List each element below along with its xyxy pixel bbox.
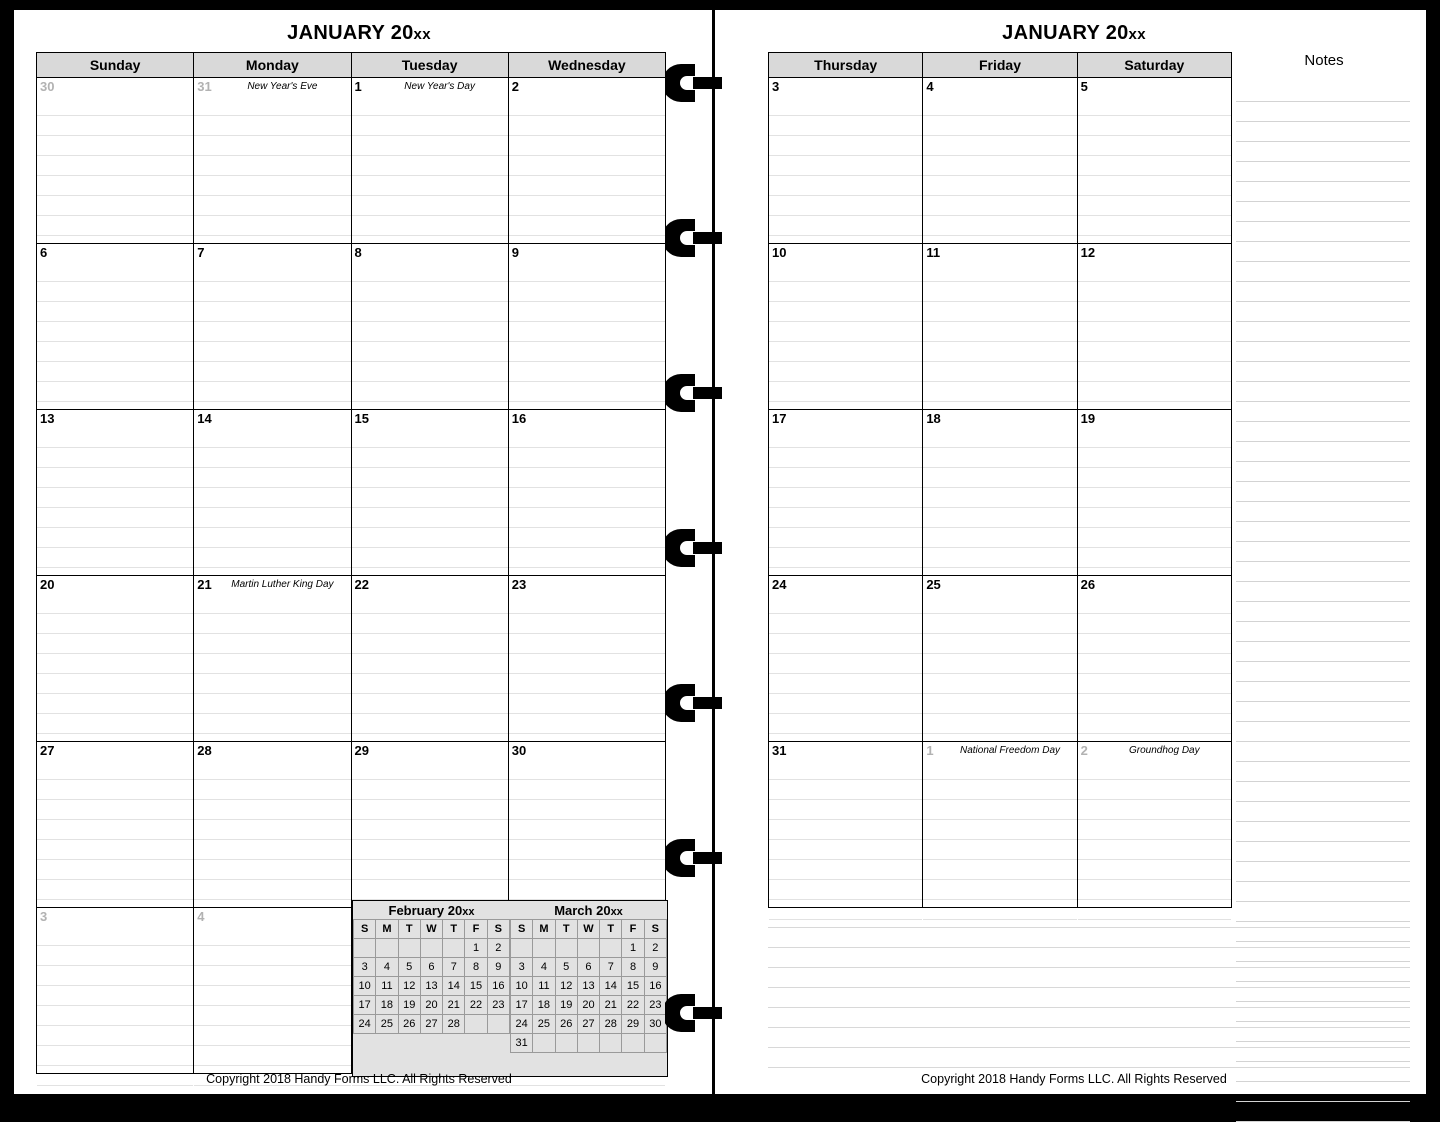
- calendar-day-cell[interactable]: [769, 742, 923, 908]
- calendar-day-cell[interactable]: [923, 78, 1077, 244]
- calendar-day-cell[interactable]: [194, 576, 351, 742]
- mini-month-grid: [510, 919, 667, 1053]
- calendar-day-cell[interactable]: [769, 244, 923, 410]
- mini-day-cell[interactable]: 26: [555, 1015, 577, 1034]
- mini-day-cell[interactable]: [600, 939, 622, 958]
- mini-day-cell[interactable]: 28: [443, 1015, 465, 1034]
- mini-day-cell[interactable]: 4: [533, 958, 555, 977]
- mini-month-week-row: [354, 996, 510, 1015]
- mini-day-cell[interactable]: [555, 1034, 577, 1053]
- day-number: 24: [772, 577, 787, 592]
- day-number: 2: [511, 79, 519, 94]
- calendar-week-row: [769, 576, 1232, 742]
- mini-day-cell[interactable]: 12: [398, 977, 420, 996]
- right-weekday-header-row: [769, 53, 1232, 78]
- mini-dow-header: T: [600, 920, 622, 939]
- calendar-day-cell[interactable]: [351, 742, 508, 908]
- left-page: [14, 10, 704, 1094]
- mini-day-cell[interactable]: [398, 939, 420, 958]
- mini-day-cell[interactable]: 12: [555, 977, 577, 996]
- day-number: 1: [354, 79, 362, 94]
- mini-day-cell[interactable]: 27: [577, 1015, 599, 1034]
- day-cell-rules: [194, 96, 350, 243]
- day-number: 19: [1080, 411, 1096, 426]
- day-number: 30: [40, 79, 55, 94]
- day-number: 28: [197, 743, 212, 758]
- mini-day-cell[interactable]: 26: [398, 1015, 420, 1034]
- calendar-day-cell[interactable]: [351, 244, 508, 410]
- calendar-day-cell[interactable]: [923, 410, 1077, 576]
- holiday-label: New Year's Eve: [247, 81, 318, 92]
- mini-day-cell[interactable]: [487, 1015, 509, 1034]
- mini-day-cell[interactable]: 30: [644, 1015, 666, 1034]
- mini-day-cell[interactable]: 20: [577, 996, 599, 1015]
- notes-heading: Notes: [1304, 52, 1344, 69]
- mini-month-title: [510, 901, 667, 919]
- mini-day-cell[interactable]: [577, 939, 599, 958]
- day-cell-rules: [194, 926, 350, 1073]
- holiday-label: Groundhog Day: [1129, 745, 1200, 756]
- mini-day-cell[interactable]: 17: [511, 996, 533, 1015]
- column-header-friday: Friday: [923, 53, 1077, 78]
- day-number: 23: [511, 577, 527, 592]
- mini-month-week-row: [354, 958, 510, 977]
- day-cell-rules: [769, 96, 922, 243]
- mini-day-cell[interactable]: 1: [622, 939, 644, 958]
- calendar-day-cell[interactable]: [508, 576, 665, 742]
- mini-month-dow-row: [354, 920, 510, 939]
- mini-month-week-row: [511, 1015, 667, 1034]
- day-number: 29: [354, 743, 369, 758]
- mini-dow-header: T: [443, 920, 465, 939]
- mini-day-cell[interactable]: [354, 939, 376, 958]
- mini-month-week-row: [354, 939, 510, 958]
- day-cell-rules: [769, 760, 922, 907]
- day-cell-rules: [923, 594, 1076, 741]
- mini-day-cell[interactable]: 3: [354, 958, 376, 977]
- mini-day-cell[interactable]: 9: [644, 958, 666, 977]
- mini-day-cell[interactable]: 15: [622, 977, 644, 996]
- calendar-day-cell[interactable]: [37, 244, 194, 410]
- day-number: 20: [40, 577, 55, 592]
- calendar-day-cell[interactable]: [351, 78, 508, 244]
- day-number: 5: [1080, 79, 1088, 94]
- mini-month-name: March 20: [554, 903, 611, 918]
- calendar-day-cell[interactable]: [1077, 410, 1231, 576]
- calendar-day-cell[interactable]: [37, 78, 194, 244]
- mini-day-cell[interactable]: 7: [600, 958, 622, 977]
- mini-day-cell[interactable]: 29: [622, 1015, 644, 1034]
- mini-day-cell[interactable]: [600, 1034, 622, 1053]
- mini-day-cell[interactable]: 15: [465, 977, 487, 996]
- calendar-week-row: [769, 742, 1232, 908]
- mini-day-cell[interactable]: [376, 939, 398, 958]
- calendar-day-cell[interactable]: [923, 576, 1077, 742]
- day-cell-rules: [37, 262, 193, 409]
- day-number: 17: [772, 411, 787, 426]
- day-number: 10: [772, 245, 787, 260]
- day-cell-rules: [194, 262, 350, 409]
- mini-month-week-row: [354, 977, 510, 996]
- day-cell-rules: [769, 594, 922, 741]
- mini-day-cell[interactable]: 11: [376, 977, 398, 996]
- calendar-day-cell[interactable]: [194, 742, 351, 908]
- calendar-week-row: [37, 576, 666, 742]
- right-month-title-text: JANUARY 20: [1002, 22, 1129, 44]
- day-cell-rules: [509, 594, 665, 741]
- day-cell-rules: [37, 594, 193, 741]
- mini-day-cell[interactable]: 24: [511, 1015, 533, 1034]
- day-number: 26: [1080, 577, 1096, 592]
- day-cell-rules: [194, 428, 350, 575]
- day-cell-rules: [923, 428, 1076, 575]
- mini-day-cell[interactable]: 4: [376, 958, 398, 977]
- mini-month-week-row: [511, 958, 667, 977]
- column-header-thursday: Thursday: [769, 53, 923, 78]
- day-cell-rules: [37, 760, 193, 907]
- day-cell-rules: [37, 96, 193, 243]
- day-number: 2: [1080, 743, 1088, 758]
- mini-dow-header: T: [555, 920, 577, 939]
- mini-month-february: [353, 901, 510, 1076]
- mini-dow-header: M: [533, 920, 555, 939]
- day-cell-rules: [352, 760, 508, 907]
- day-number: 13: [40, 411, 55, 426]
- mini-dow-header: F: [465, 920, 487, 939]
- calendar-week-row: [37, 410, 666, 576]
- day-cell-rules: [1078, 760, 1231, 907]
- mini-day-cell[interactable]: 13: [420, 977, 442, 996]
- mini-day-cell[interactable]: 27: [420, 1015, 442, 1034]
- day-number: 4: [197, 909, 205, 924]
- calendar-day-cell[interactable]: [37, 742, 194, 908]
- holiday-label: New Year's Day: [404, 81, 475, 92]
- left-month-year-suffix: xx: [413, 26, 431, 43]
- day-cell-rules: [509, 96, 665, 243]
- calendar-day-cell[interactable]: [194, 244, 351, 410]
- left-weekday-header-row: [37, 53, 666, 78]
- calendar-day-cell[interactable]: [351, 410, 508, 576]
- day-number: 7: [197, 245, 205, 260]
- day-number: 30: [511, 743, 527, 758]
- day-cell-rules: [352, 428, 508, 575]
- day-number: 12: [1080, 245, 1096, 260]
- calendar-day-cell[interactable]: [194, 410, 351, 576]
- mini-month-week-row: [511, 977, 667, 996]
- mini-day-cell[interactable]: 16: [644, 977, 666, 996]
- calendar-day-cell[interactable]: [351, 576, 508, 742]
- mini-month-week-row: [511, 996, 667, 1015]
- mini-day-cell[interactable]: 19: [398, 996, 420, 1015]
- calendar-day-cell[interactable]: [508, 742, 665, 908]
- mini-day-cell[interactable]: 13: [577, 977, 599, 996]
- mini-day-cell[interactable]: 14: [443, 977, 465, 996]
- day-number: 6: [40, 245, 48, 260]
- day-cell-rules: [509, 428, 665, 575]
- mini-day-cell[interactable]: 19: [555, 996, 577, 1015]
- day-number: 8: [354, 245, 362, 260]
- mini-dow-header: M: [376, 920, 398, 939]
- day-cell-rules: [1078, 96, 1231, 243]
- calendar-day-cell[interactable]: [1077, 742, 1231, 908]
- day-cell-rules: [769, 428, 922, 575]
- day-number: 9: [511, 245, 519, 260]
- calendar-week-row: [37, 78, 666, 244]
- calendar-day-cell[interactable]: [194, 78, 351, 244]
- calendar-day-cell[interactable]: [37, 908, 194, 1074]
- mini-day-cell[interactable]: 6: [577, 958, 599, 977]
- calendar-day-cell[interactable]: [37, 410, 194, 576]
- mini-month-grid: [353, 919, 510, 1034]
- mini-day-cell[interactable]: [622, 1034, 644, 1053]
- mini-day-cell[interactable]: 22: [465, 996, 487, 1015]
- day-number: 21: [197, 577, 212, 592]
- mini-day-cell[interactable]: [644, 1034, 666, 1053]
- right-bottom-ruled-area[interactable]: [768, 908, 1410, 1068]
- mini-dow-header: T: [398, 920, 420, 939]
- mini-month-march: [510, 901, 667, 1076]
- day-cell-rules: [1078, 262, 1231, 409]
- calendar-day-cell[interactable]: [508, 244, 665, 410]
- day-number: 16: [511, 411, 527, 426]
- left-month-title-text: JANUARY 20: [287, 22, 414, 44]
- holiday-label: Martin Luther King Day: [231, 579, 334, 590]
- mini-month-week-row: [354, 1015, 510, 1034]
- calendar-day-cell[interactable]: [1077, 78, 1231, 244]
- column-header-tuesday: Tuesday: [351, 53, 508, 78]
- mini-day-cell[interactable]: 23: [487, 996, 509, 1015]
- day-cell-rules: [923, 96, 1076, 243]
- mini-months-panel: [352, 900, 668, 1077]
- mini-day-cell[interactable]: 7: [443, 958, 465, 977]
- day-cell-rules: [352, 262, 508, 409]
- mini-day-cell[interactable]: 2: [487, 939, 509, 958]
- day-cell-rules: [194, 760, 350, 907]
- day-cell-rules: [37, 428, 193, 575]
- mini-day-cell[interactable]: 10: [354, 977, 376, 996]
- mini-day-cell[interactable]: 3: [511, 958, 533, 977]
- mini-dow-header: W: [420, 920, 442, 939]
- mini-day-cell[interactable]: 16: [487, 977, 509, 996]
- mini-dow-header: S: [644, 920, 666, 939]
- mini-day-cell[interactable]: 21: [600, 996, 622, 1015]
- mini-day-cell[interactable]: [443, 939, 465, 958]
- day-number: 3: [772, 79, 780, 94]
- calendar-day-cell[interactable]: [923, 742, 1077, 908]
- day-number: 31: [772, 743, 787, 758]
- mini-dow-header: S: [487, 920, 509, 939]
- mini-month-name: February 20: [388, 903, 463, 918]
- day-cell-rules: [37, 926, 193, 1073]
- calendar-week-row: [769, 78, 1232, 244]
- mini-day-cell[interactable]: 25: [533, 1015, 555, 1034]
- day-cell-rules: [509, 262, 665, 409]
- day-number: 3: [40, 909, 48, 924]
- holiday-label: National Freedom Day: [959, 745, 1061, 756]
- mini-day-cell[interactable]: [420, 939, 442, 958]
- mini-day-cell[interactable]: 2: [644, 939, 666, 958]
- day-cell-rules: [1078, 428, 1231, 575]
- left-copyright: Copyright 2018 Handy Forms LLC. All Rights Reserved: [206, 1072, 512, 1086]
- mini-day-cell[interactable]: 18: [376, 996, 398, 1015]
- mini-day-cell[interactable]: 18: [533, 996, 555, 1015]
- mini-day-cell[interactable]: 14: [600, 977, 622, 996]
- calendar-day-cell[interactable]: [37, 576, 194, 742]
- mini-day-cell[interactable]: [533, 1034, 555, 1053]
- mini-day-cell[interactable]: [511, 939, 533, 958]
- mini-month-title: [353, 901, 510, 919]
- day-cell-rules: [352, 594, 508, 741]
- mini-dow-header: W: [577, 920, 599, 939]
- day-number: 22: [354, 577, 369, 592]
- calendar-day-cell[interactable]: [508, 78, 665, 244]
- day-cell-rules: [194, 594, 350, 741]
- mini-day-cell[interactable]: 11: [533, 977, 555, 996]
- column-header-sunday: Sunday: [37, 53, 194, 78]
- mini-month-year-suffix: xx: [462, 906, 475, 918]
- mini-dow-header: F: [622, 920, 644, 939]
- mini-day-cell[interactable]: [465, 1015, 487, 1034]
- calendar-day-cell[interactable]: [923, 244, 1077, 410]
- mini-day-cell[interactable]: [555, 939, 577, 958]
- calendar-week-row: [37, 244, 666, 410]
- mini-day-cell[interactable]: 23: [644, 996, 666, 1015]
- day-number: 31: [197, 79, 212, 94]
- day-cell-rules: [509, 760, 665, 907]
- mini-day-cell[interactable]: 10: [511, 977, 533, 996]
- mini-day-cell[interactable]: 8: [465, 958, 487, 977]
- mini-dow-header: S: [511, 920, 533, 939]
- day-number: 15: [354, 411, 369, 426]
- mini-day-cell[interactable]: 9: [487, 958, 509, 977]
- right-page: [722, 10, 1426, 1094]
- calendar-week-row: [37, 742, 666, 908]
- mini-day-cell[interactable]: 5: [555, 958, 577, 977]
- calendar-day-cell[interactable]: [1077, 576, 1231, 742]
- calendar-week-row: [769, 244, 1232, 410]
- mini-day-cell[interactable]: 20: [420, 996, 442, 1015]
- day-cell-rules: [769, 262, 922, 409]
- right-month-title: [722, 22, 1426, 45]
- mini-day-cell[interactable]: 28: [600, 1015, 622, 1034]
- mini-day-cell[interactable]: 31: [511, 1034, 533, 1053]
- mini-day-cell[interactable]: 6: [420, 958, 442, 977]
- calendar-day-cell[interactable]: [769, 576, 923, 742]
- calendar-week-row: [769, 410, 1232, 576]
- calendar-day-cell[interactable]: [508, 410, 665, 576]
- column-header-wednesday: Wednesday: [508, 53, 665, 78]
- mini-month-dow-row: [511, 920, 667, 939]
- day-cell-rules: [352, 96, 508, 243]
- day-number: 14: [197, 411, 212, 426]
- right-month-year-suffix: xx: [1128, 26, 1146, 43]
- mini-day-cell[interactable]: 24: [354, 1015, 376, 1034]
- day-number: 4: [926, 79, 934, 94]
- day-cell-rules: [1078, 594, 1231, 741]
- day-cell-rules: [923, 760, 1076, 907]
- day-number: 25: [926, 577, 941, 592]
- mini-day-cell[interactable]: [577, 1034, 599, 1053]
- day-number: 1: [926, 743, 934, 758]
- mini-month-year-suffix: xx: [610, 906, 623, 918]
- calendar-day-cell[interactable]: [194, 908, 351, 1074]
- mini-day-cell[interactable]: 25: [376, 1015, 398, 1034]
- mini-day-cell[interactable]: 1: [465, 939, 487, 958]
- mini-day-cell[interactable]: 8: [622, 958, 644, 977]
- calendar-day-cell[interactable]: [1077, 244, 1231, 410]
- mini-day-cell[interactable]: [533, 939, 555, 958]
- mini-dow-header: S: [354, 920, 376, 939]
- day-number: 18: [926, 411, 941, 426]
- mini-day-cell[interactable]: 21: [443, 996, 465, 1015]
- column-header-saturday: Saturday: [1077, 53, 1231, 78]
- column-header-monday: Monday: [194, 53, 351, 78]
- calendar-day-cell[interactable]: [769, 78, 923, 244]
- mini-day-cell[interactable]: 5: [398, 958, 420, 977]
- mini-day-cell[interactable]: 22: [622, 996, 644, 1015]
- right-calendar-grid: [768, 52, 1232, 908]
- day-number: 27: [40, 743, 55, 758]
- calendar-day-cell[interactable]: [769, 410, 923, 576]
- right-copyright: Copyright 2018 Handy Forms LLC. All Rights Reserved: [921, 1072, 1227, 1086]
- mini-day-cell[interactable]: 17: [354, 996, 376, 1015]
- mini-month-week-row: [511, 1034, 667, 1053]
- day-number: 11: [926, 245, 941, 260]
- left-month-title: [14, 22, 704, 45]
- day-cell-rules: [923, 262, 1076, 409]
- mini-month-week-row: [511, 939, 667, 958]
